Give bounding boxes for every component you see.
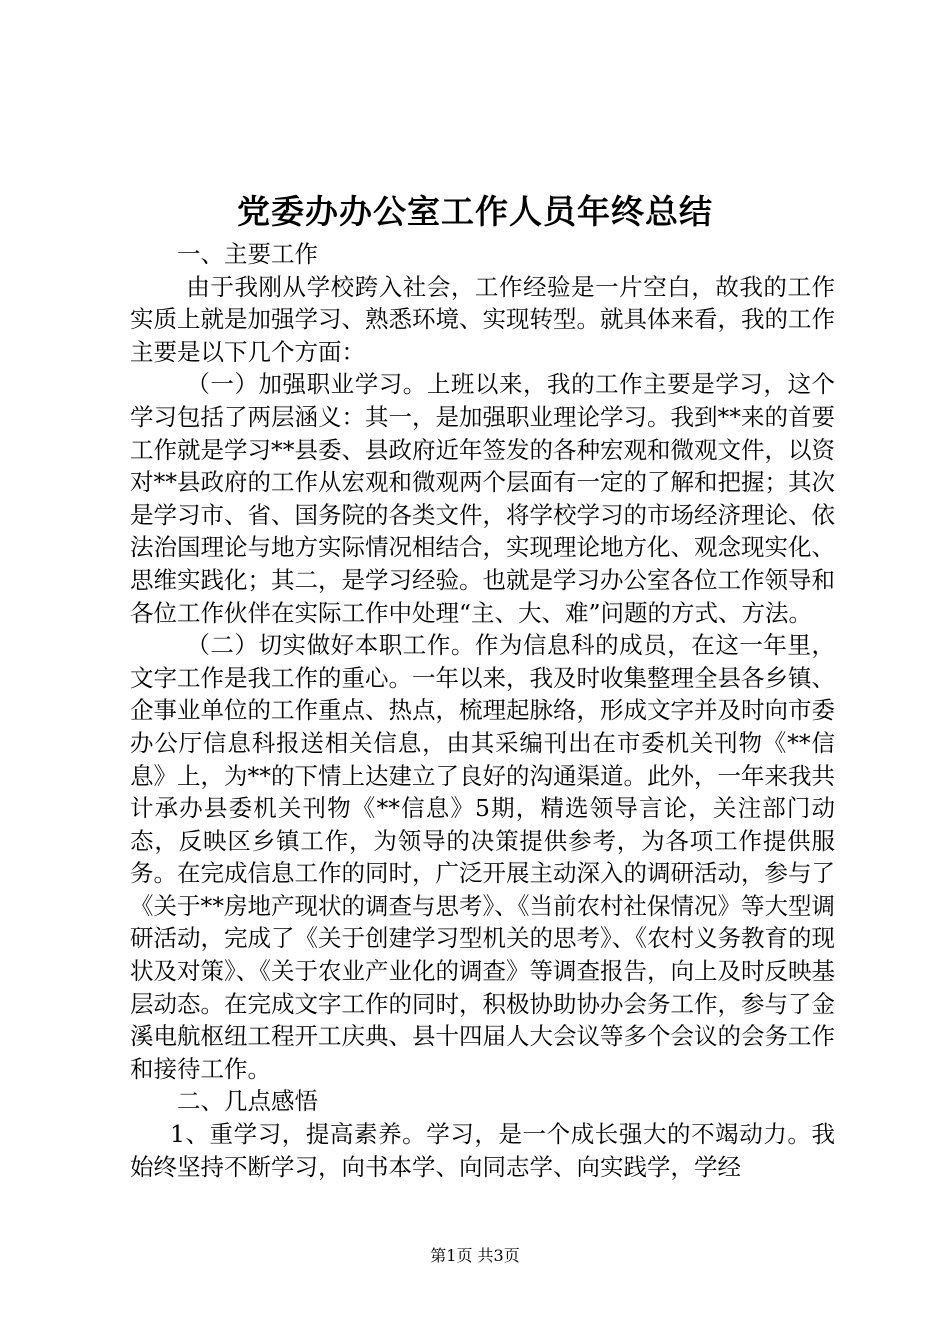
document-title: 党委办办公室工作人员年终总结 <box>237 192 713 231</box>
paragraph: 由于我刚从学校跨入社会，工作经验是一片空白，故我的工作实质上就是加强学习、熟悉环境、实现转型。就具体来看，我的工作主要是以下几个方面： <box>130 272 835 366</box>
section-heading: 二、几点感悟 <box>177 1087 318 1116</box>
page-footer: 第1页 共3页 <box>430 1246 520 1265</box>
section-heading: 一、主要工作 <box>177 240 318 268</box>
document-body <box>130 238 835 1183</box>
paragraph: （二）切实做好本职工作。作为信息科的成员，在这一年里，文字工作是我工作的重心。一年以来，我及时收集整理全县各乡镇、企事业单位的工作重点、热点，梳理起脉络，形成文字并及时向市委办公厅信息科报送相关信息，由其采编刊出在市委机关刊物《**信息》上，为**的下情上达建立了良好的沟通渠道。此外，一年来我共计承办县委机关刊物《**信息》5期，精选领导言论，关注部门动态，反映区乡镇工作，为领导的决策提供参考，为各项工作提供服务。在完成信息工作的同时，广泛开展主动深入的调研活动，参与了《关于**房地产现状的调查与思考》、《当前农村社保情况》等大型调研活动，完成了《关于创建学习型机关的思考》、《农村义务教育的现状及对策》、《关于农业产业化的调查》等调查报告，向上及时反映基层动态。在完成文字工作的同时，积极协助协办会务工作，参与了金溪电航枢纽工程开工庆典、县十四届人大会议等多个会议的会务工作和接待工作。 <box>130 631 835 1083</box>
paragraph: 1、重学习，提高素养。学习，是一个成长强大的不竭动力。我始终坚持不断学习，向书本学、向同志学、向实践学，学经 <box>130 1120 835 1181</box>
paragraph: （一）加强职业学习。上班以来，我的工作主要是学习，这个学习包括了两层涵义：其一，是加强职业理论学习。我到**来的首要工作就是学习**县委、县政府近年签发的各种宏观和微观文件，以资对**县政府的工作从宏观和微观两个层面有一定的了解和把握；其次是学习市、省、国务院的各类文件，将学校学习的市场经济理论、依法治国理论与地方实际情况相结合，实现理论地方化、观念现实化、思维实践化；其二，是学习经验。也就是学习办公室各位工作领导和各位工作伙伴在实际工作中处理“主、大、难”问题的方式、方法。 <box>130 370 835 627</box>
